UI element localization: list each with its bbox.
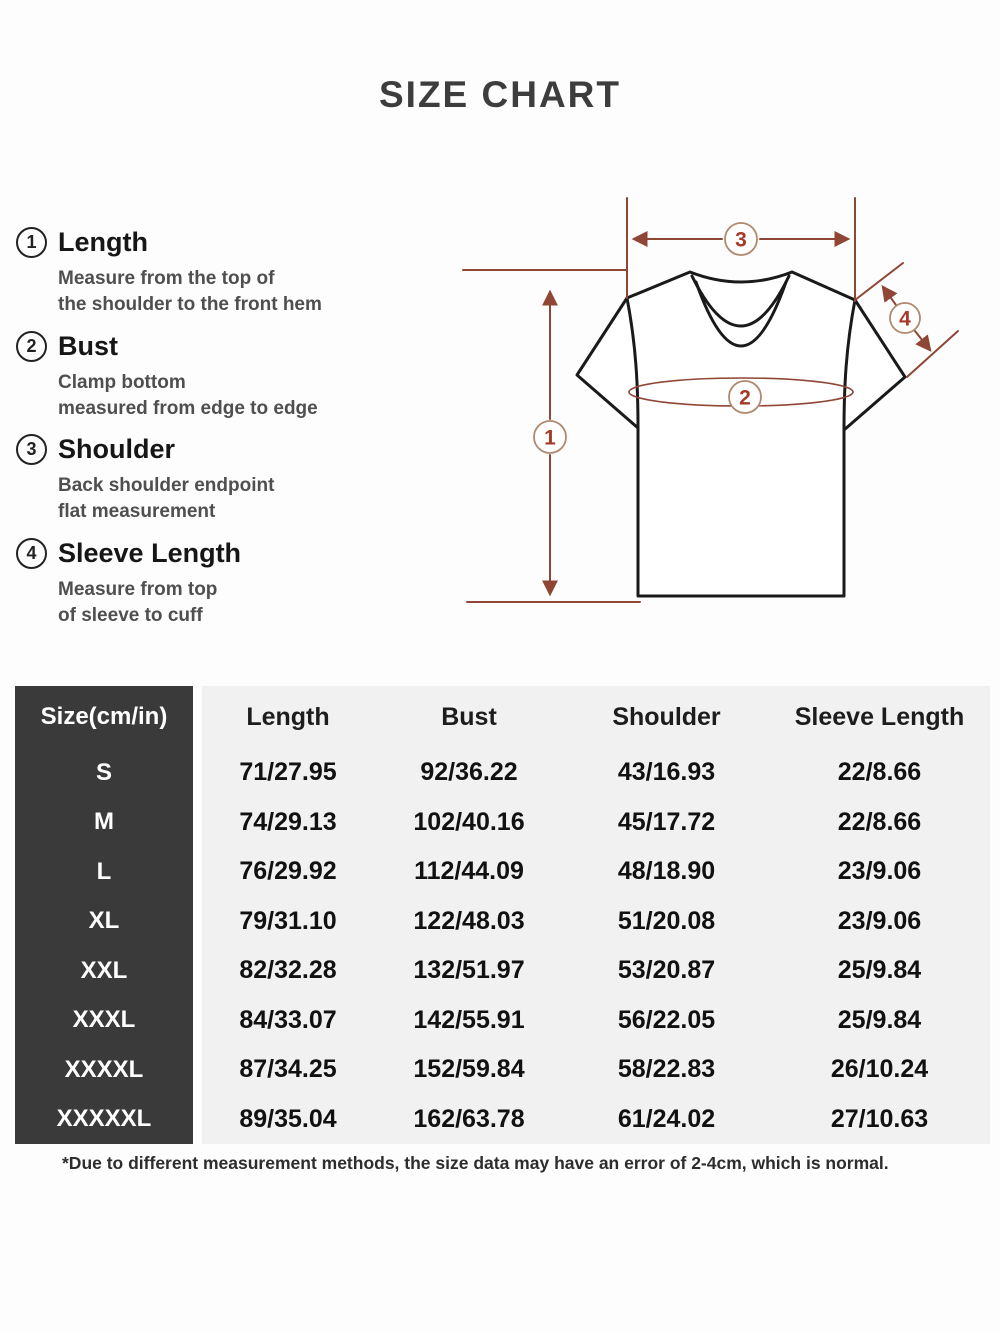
column-header-shoulder: Shoulder [612,702,721,731]
table-cell: 23/9.06 [837,906,922,935]
size-label: XXXXXL [56,1105,152,1133]
size-label: XXXXL [64,1055,144,1083]
table-cell: 142/55.91 [413,1005,525,1034]
table-cell: 23/9.06 [837,857,922,886]
size-column [15,686,193,1144]
definition-description [58,266,436,318]
dimension-arrow-sleeve-down [915,331,930,350]
extension-line-sleeve-top [855,263,903,300]
table-cell: 25/9.84 [837,1005,922,1034]
definition-description [58,473,436,525]
definition-description [58,370,436,422]
table-cell: 22/8.66 [837,758,922,787]
table-cell: 89/35.04 [239,1104,337,1133]
table-cell: 53/20.87 [617,956,716,985]
size-data-panel [202,686,990,1144]
definition-shoulder-head [16,434,436,465]
size-label: S [95,758,112,786]
table-cell: 132/51.97 [413,956,525,985]
extension-line-sleeve-bottom [907,331,958,377]
column-header-bust: Bust [441,702,497,731]
page-title: SIZE CHART [379,74,621,115]
table-cell: 48/18.90 [617,857,716,886]
size-label: L [96,857,112,885]
size-label: XL [88,907,120,935]
table-cell: 61/24.02 [617,1104,716,1133]
table-cell: 26/10.24 [830,1055,929,1084]
circled-number-1-icon: 1 [16,227,47,258]
description-line: flat measurement [58,501,216,522]
diagram-label-3: 3 [735,228,747,252]
diagram-label-4: 4 [899,307,911,331]
table-cell: 71/27.95 [239,758,337,787]
table-cell: 79/31.10 [239,906,337,935]
diagram-label-1: 1 [544,426,556,450]
size-column-header: Size(cm/in) [40,703,168,730]
table-cell: 84/33.07 [239,1005,337,1034]
table-cell: 162/63.78 [413,1104,525,1133]
circled-number-2-icon: 2 [16,331,47,362]
description-line: Measure from top [58,579,218,600]
definition-term: Bust [58,331,118,361]
description-line: of sleeve to cuff [58,605,203,626]
column-header-sleeve-length: Sleeve Length [794,702,965,731]
definition-bust [16,331,436,422]
description-line: Clamp bottom [58,372,186,393]
table-cell: 92/36.22 [420,758,518,787]
definition-length-head [16,227,436,258]
table-cell: 82/32.28 [239,956,337,985]
table-cell: 152/59.84 [413,1055,525,1084]
definition-sleeve-length-head [16,538,436,569]
tshirt-measurement-diagram [430,180,1000,630]
dimension-arrow-sleeve-up [883,287,896,305]
table-cell: 87/34.25 [239,1055,337,1084]
description-line: measured from edge to edge [58,398,318,419]
definition-term: Length [58,227,148,257]
circled-number-4-icon: 4 [16,538,47,569]
table-cell: 43/16.93 [617,758,716,787]
description-line: Back shoulder endpoint [58,475,275,496]
size-table [15,686,990,1144]
definition-sleeve-length [16,538,436,629]
table-cell: 122/48.03 [413,906,525,935]
circled-number-3-icon: 3 [16,434,47,465]
description-line: Measure from the top of [58,268,275,289]
description-line: the shoulder to the front hem [58,294,322,315]
table-cell: 27/10.63 [830,1104,929,1133]
table-cell: 25/9.84 [837,956,922,985]
table-cell: 112/44.09 [414,857,524,886]
table-cell: 74/29.13 [239,807,337,836]
table-cell: 58/22.83 [617,1055,716,1084]
table-cell: 22/8.66 [837,807,922,836]
table-cell: 102/40.16 [413,807,525,836]
size-label: XXL [80,956,128,984]
table-cell: 76/29.92 [239,857,337,886]
table-cell: 45/17.72 [617,807,716,836]
table-cell: 56/22.05 [617,1005,716,1034]
definition-bust-head [16,331,436,362]
size-label: XXXL [72,1006,136,1034]
tshirt-diagram-svg [430,180,1000,630]
definition-term: Shoulder [58,434,176,464]
column-header-length: Length [246,702,330,731]
size-label: M [94,808,114,836]
definition-term: Sleeve Length [58,538,242,568]
diagram-label-2: 2 [739,386,751,410]
definition-description [58,577,436,629]
definition-shoulder [16,434,436,525]
definition-length [16,227,436,318]
table-cell: 51/20.08 [617,906,716,935]
measurement-disclaimer: *Due to different measurement methods, the size data may have an error of 2-4cm, which is normal. [62,1153,889,1173]
tshirt-outline [577,272,905,596]
